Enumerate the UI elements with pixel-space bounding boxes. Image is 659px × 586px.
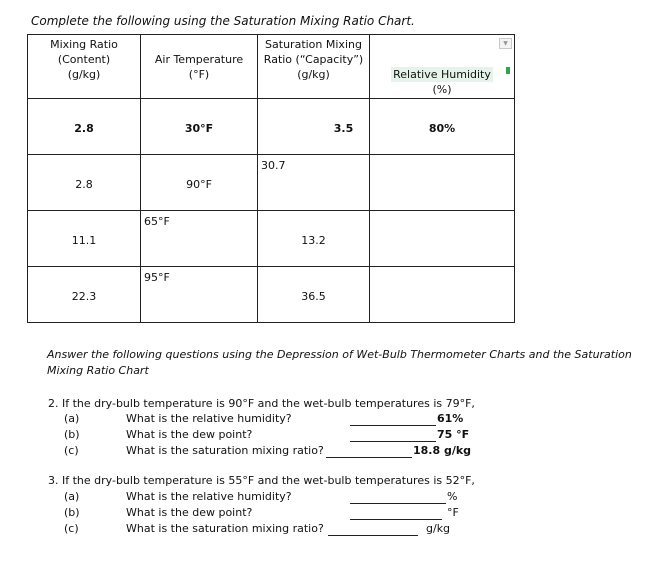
cell-cursor-marker [506,67,510,74]
answer-3b-unit: °F [447,506,459,519]
question-2c-label: (c) [64,444,79,457]
header-air-temperature [141,35,258,99]
header-text: Ratio (“Capacity”) [263,53,364,66]
header-mixing-ratio [28,35,141,99]
table-cell[interactable] [141,267,258,323]
mixing-ratio-table [27,34,515,323]
question-2a-text: What is the relative humidity? [126,412,292,425]
question-3b-text: What is the dew point? [126,506,253,519]
cell-value: 2.8 [75,178,93,191]
question-3a-label: (a) [64,490,80,503]
answer-3a-unit: % [447,490,458,503]
table-row [28,99,515,155]
header-text: (Content) [57,53,111,66]
table-cell[interactable] [141,155,258,211]
header-saturation-mixing-ratio [258,35,370,99]
table-header-row [28,35,515,99]
cell-value: 90°F [186,178,212,191]
answer-3c-unit: g/kg [426,522,451,535]
worksheet-title: Complete the following using the Saturation Mixing Ratio Chart. [31,14,415,28]
answer-blank[interactable] [350,429,436,442]
answer-blank[interactable] [326,445,412,458]
table-cell[interactable] [28,155,141,211]
question-2a-label: (a) [64,412,80,425]
header-text: (%) [432,83,452,96]
table-row [28,267,515,323]
chevron-down-icon[interactable]: ▼ [499,38,512,49]
cell-value: 95°F [144,271,170,284]
cell-value: 30.7 [261,159,286,172]
cell-value: 13.2 [301,234,326,247]
header-text: (°F) [188,68,210,81]
answer-blank[interactable] [350,413,436,426]
answer-2a: 61% [437,412,464,425]
question-3c-text: What is the saturation mixing ratio? [126,522,324,535]
header-text: Air Temperature [154,53,244,66]
table-cell[interactable] [370,211,515,267]
cell-value: 80% [428,122,456,135]
answer-blank[interactable] [328,523,418,536]
cell-value: 30°F [184,122,214,135]
answer-2c: 18.8 g/kg [413,444,472,457]
question-3c-label: (c) [64,522,79,535]
header-text: Saturation Mixing [265,38,362,51]
header-text: Mixing Ratio [50,38,118,51]
question-2c-text: What is the saturation mixing ratio? [126,444,324,457]
question-3-stem: 3. If the dry-bulb temperature is 55°F and the wet-bulb temperatures is 52°F, [48,474,475,487]
table-cell[interactable] [258,267,370,323]
table-cell[interactable] [258,99,370,155]
header-relative-humidity[interactable] [370,35,515,99]
table-cell[interactable] [370,267,515,323]
cell-value: 2.8 [74,122,94,135]
header-text: (g/kg) [67,68,101,81]
cell-value: 11.1 [71,234,97,247]
header-text: (g/kg) [297,68,330,81]
question-2-stem: 2. If the dry-bulb temperature is 90°F and the wet-bulb temperatures is 79°F, [48,397,475,410]
table-row [28,155,515,211]
cell-value: 65°F [144,215,170,228]
cell-value: 22.3 [71,290,97,303]
answer-blank[interactable] [350,507,442,520]
cell-value: 3.5 [333,122,354,135]
table-cell[interactable] [370,155,515,211]
table-cell[interactable] [28,211,141,267]
question-2b-label: (b) [64,428,80,441]
table-cell[interactable] [28,267,141,323]
answer-blank[interactable] [350,491,446,504]
table-cell[interactable] [258,155,370,211]
question-3a-text: What is the relative humidity? [126,490,292,503]
answer-2b: 75 °F [437,428,470,441]
table-cell[interactable] [370,99,515,155]
table-cell[interactable] [28,99,141,155]
table-cell[interactable] [141,99,258,155]
cell-value: 36.5 [301,290,326,303]
table-cell[interactable] [141,211,258,267]
question-2b-text: What is the dew point? [126,428,253,441]
table-row [28,211,515,267]
table-cell[interactable] [258,211,370,267]
instructions: Answer the following questions using the Depression of Wet-Bulb Thermometer Charts and the Saturation Mixing Ratio Chart [47,348,632,377]
header-text: Relative Humidity [393,68,491,81]
question-3b-label: (b) [64,506,80,519]
